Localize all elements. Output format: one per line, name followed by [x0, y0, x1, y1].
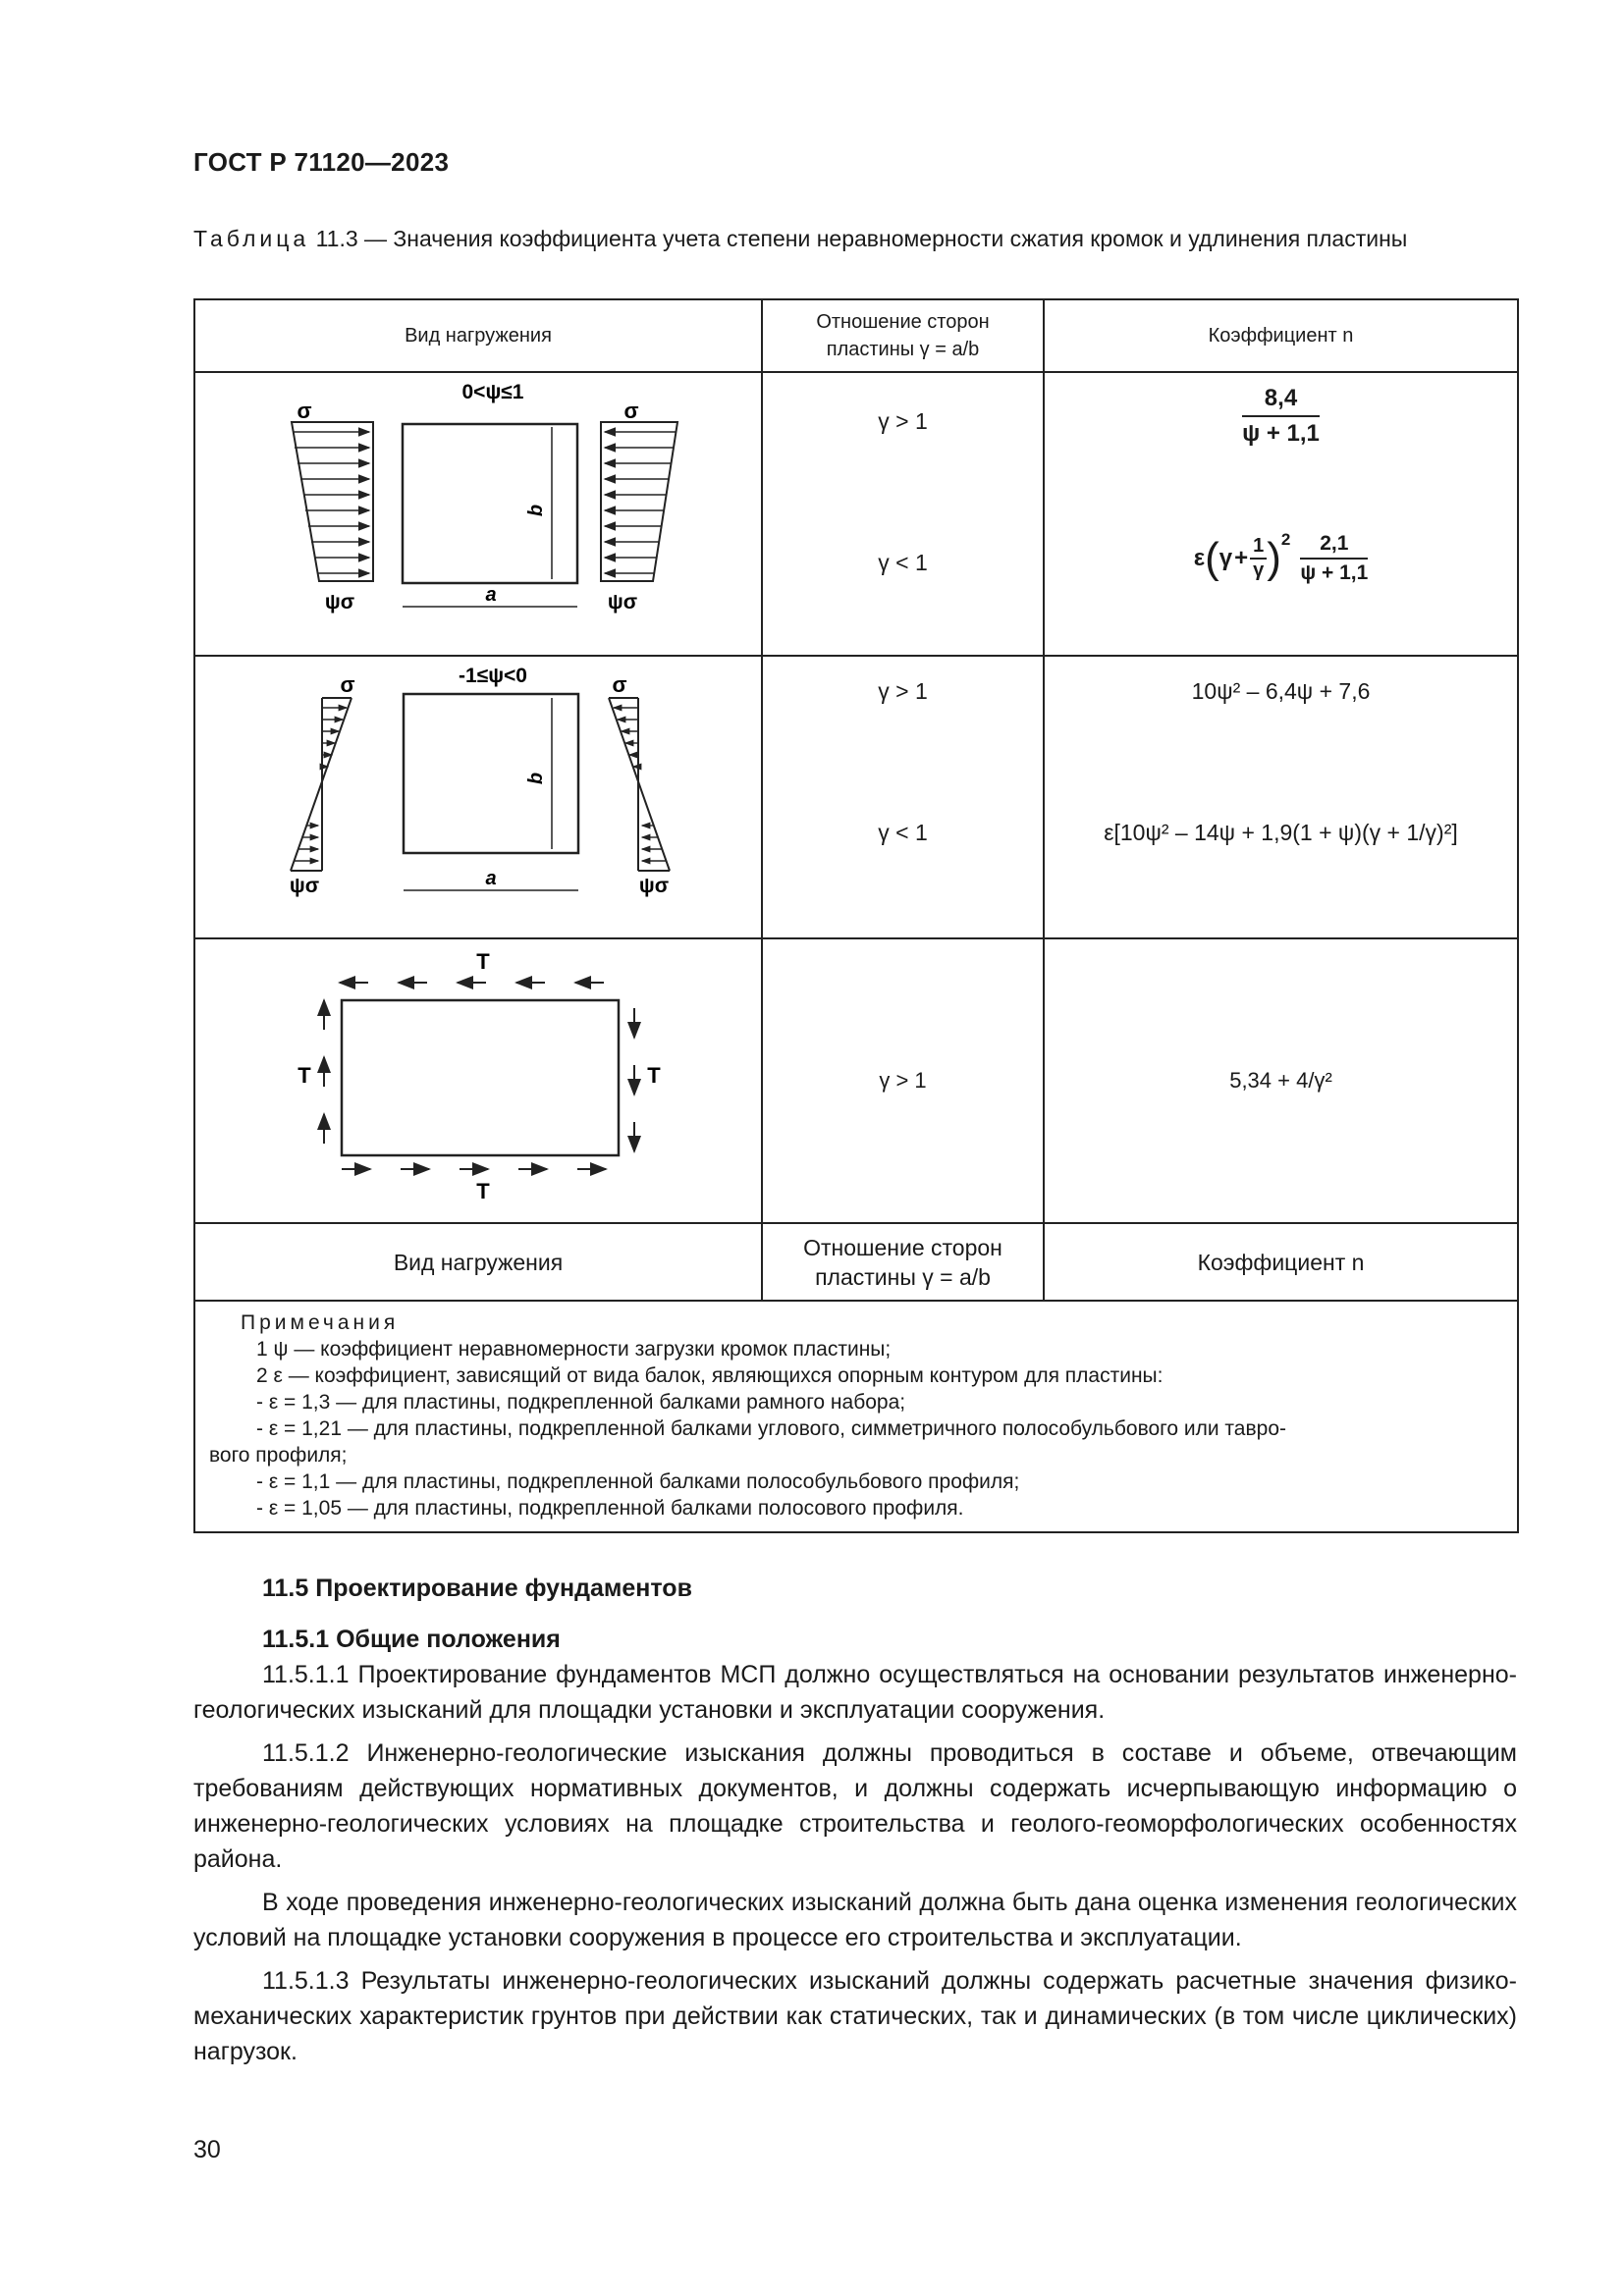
notes-title: Примечания [241, 1311, 400, 1334]
footer-aspect-ratio-line1: Отношение сторон [803, 1234, 1002, 1260]
shear-label-top: T [476, 949, 490, 974]
footer-coefficient: Коэффициент n [1044, 1223, 1518, 1301]
left-load-arrows [293, 432, 369, 573]
page-number: 30 [193, 2136, 221, 2163]
coef-power: 2 [1280, 530, 1291, 549]
coefficient-cell [1044, 656, 1518, 938]
diagram-cell [194, 372, 762, 656]
table-footer-row [194, 1223, 1518, 1301]
ratio-cell [762, 656, 1044, 938]
plus-sign: + [1234, 545, 1249, 571]
dimension-a-label: a [485, 584, 497, 606]
caption-label: Таблица [193, 226, 310, 251]
dimension-b-label: b [525, 772, 547, 785]
coefficient-cell [1044, 372, 1518, 656]
ratio-cell [762, 372, 1044, 656]
ratio-top: γ > 1 [878, 408, 928, 434]
table-row [194, 656, 1518, 938]
coef-gamma: γ [1218, 545, 1233, 571]
inverse-gamma-fraction [1250, 535, 1267, 582]
header-aspect-ratio-line1: Отношение сторон [816, 311, 990, 333]
coef-top-numerator: 8,4 [1242, 385, 1320, 417]
sigma-label-right: σ [623, 399, 639, 423]
coef-bottom: ε[10ψ² – 14ψ + 1,9(1 + ψ)(γ + 1/γ)²] [1104, 820, 1458, 845]
coef-fraction-top [1045, 385, 1517, 448]
table-caption [193, 224, 1517, 253]
caption-text: 11.3 — Значения коэффициента учета степени неравномерности сжатия кромок и удлинения пластины [315, 226, 1408, 251]
coef-top: 10ψ² – 6,4ψ + 7,6 [1191, 678, 1371, 704]
triangle-load-diagram [196, 657, 760, 932]
table-header-row [194, 299, 1518, 372]
inverse-gamma-denominator: γ [1253, 560, 1265, 581]
coef-bottom-fraction [1300, 532, 1368, 585]
diagram-cell [194, 656, 762, 938]
coef-bottom-numerator: 2,1 [1300, 532, 1368, 560]
shear-label-bottom: T [476, 1179, 490, 1203]
sigma-label-left: σ [340, 672, 355, 697]
subsection-title: 11.5.1 Общие положения [262, 1626, 561, 1653]
psi-sigma-label-left: ψσ [324, 591, 355, 614]
note-line: 1 ψ — коэффициент неравномерности загрузки кромок пластины; [256, 1338, 892, 1361]
psi-sigma-label-right: ψσ [638, 875, 670, 897]
coefficient-table [193, 298, 1519, 1533]
diagram-title: -1≤ψ<0 [459, 665, 527, 687]
ratio-top: γ > 1 [878, 678, 928, 704]
sigma-label-right: σ [612, 672, 627, 697]
ratio-value: γ > 1 [879, 1068, 927, 1093]
coef-value: 5,34 + 4/γ² [1229, 1068, 1332, 1093]
coefficient-cell [1044, 938, 1518, 1223]
paragraph: 11.5.1.2 Инженерно-геологические изыскания должны проводиться в составе и объеме, отвечающим требованиям действующих нормативных документов, и должны содержать исчерпывающую информацию о инженерно-геологических условиях на площадке строительства и геолого-геоморфологических особенностях района. [193, 1739, 1517, 1873]
header-coefficient: Коэффициент n [1044, 299, 1518, 372]
shear-label-left: T [298, 1063, 311, 1088]
trapezoid-load-diagram [196, 373, 760, 649]
table-row [194, 938, 1518, 1223]
footer-aspect-ratio-line2: пластины γ = a/b [815, 1263, 991, 1290]
notes-cell [194, 1301, 1518, 1532]
sigma-label-left: σ [297, 399, 312, 423]
footer-loading-type: Вид нагружения [194, 1223, 762, 1301]
coef-epsilon: ε [1193, 545, 1206, 571]
psi-sigma-label-right: ψσ [607, 591, 638, 614]
right-paren: ) [1267, 534, 1281, 582]
psi-sigma-label-left: ψσ [289, 875, 320, 897]
coef-top-denominator: ψ + 1,1 [1242, 420, 1320, 447]
header-loading-type: Вид нагружения [194, 299, 762, 372]
shear-load-diagram [196, 939, 760, 1216]
body-text [193, 1571, 1517, 2077]
table-row [194, 372, 1518, 656]
footer-aspect-ratio [762, 1223, 1044, 1301]
note-line: - ε = 1,05 — для пластины, подкрепленной балками полосового профиля. [256, 1497, 964, 1520]
section-title: 11.5 Проектирование фундаментов [262, 1575, 692, 1602]
ratio-bottom: γ < 1 [878, 550, 928, 575]
document-code: ГОСТ Р 71120—2023 [193, 147, 450, 177]
coef-bottom-denominator: ψ + 1,1 [1300, 561, 1369, 584]
notes-row [194, 1301, 1518, 1532]
ratio-cell [762, 938, 1044, 1223]
coef-formula-bottom [1045, 532, 1517, 585]
inverse-gamma-numerator: 1 [1250, 535, 1267, 560]
note-line: - ε = 1,21 — для пластины, подкрепленной балками углового, симметричного полособульбового или тавро- [256, 1417, 1286, 1440]
diagram-cell [194, 938, 762, 1223]
note-line: - ε = 1,1 — для пластины, подкрепленной балками полособульбового профиля; [256, 1470, 1020, 1493]
note-line: вого профиля; [209, 1444, 348, 1467]
shear-label-right: T [647, 1063, 661, 1088]
plate-rectangle [342, 1000, 619, 1155]
header-aspect-ratio [762, 299, 1044, 372]
dimension-a-label: a [485, 868, 497, 889]
paragraph: 11.5.1.1 Проектирование фундаментов МСП должно осуществляться на основании результатов инженерно-геологических изысканий для площадки установки и эксплуатации сооружения. [193, 1661, 1517, 1724]
ratio-bottom: γ < 1 [878, 820, 928, 845]
paragraph: В ходе проведения инженерно-геологических изысканий должна быть дана оценка изменения геологических условий на площадке установки сооружения в процессе его строительства и эксплуатации. [193, 1889, 1517, 1951]
note-line: 2 ε — коэффициент, зависящий от вида балок, являющихся опорным контуром для пластины: [256, 1364, 1164, 1387]
paragraph: 11.5.1.3 Результаты инженерно-геологических изысканий должны содержать расчетные значения физико-механических характеристик грунтов при действии как статических, так и динамических (в том числе циклических) нагрузок. [193, 1967, 1517, 2065]
note-line: - ε = 1,3 — для пластины, подкрепленной балками рамного набора; [256, 1391, 906, 1414]
dimension-b-label: b [525, 504, 547, 517]
left-paren: ( [1205, 534, 1219, 582]
diagram-title: 0<ψ≤1 [461, 381, 524, 403]
header-aspect-ratio-line2: пластины γ = a/b [826, 339, 980, 360]
